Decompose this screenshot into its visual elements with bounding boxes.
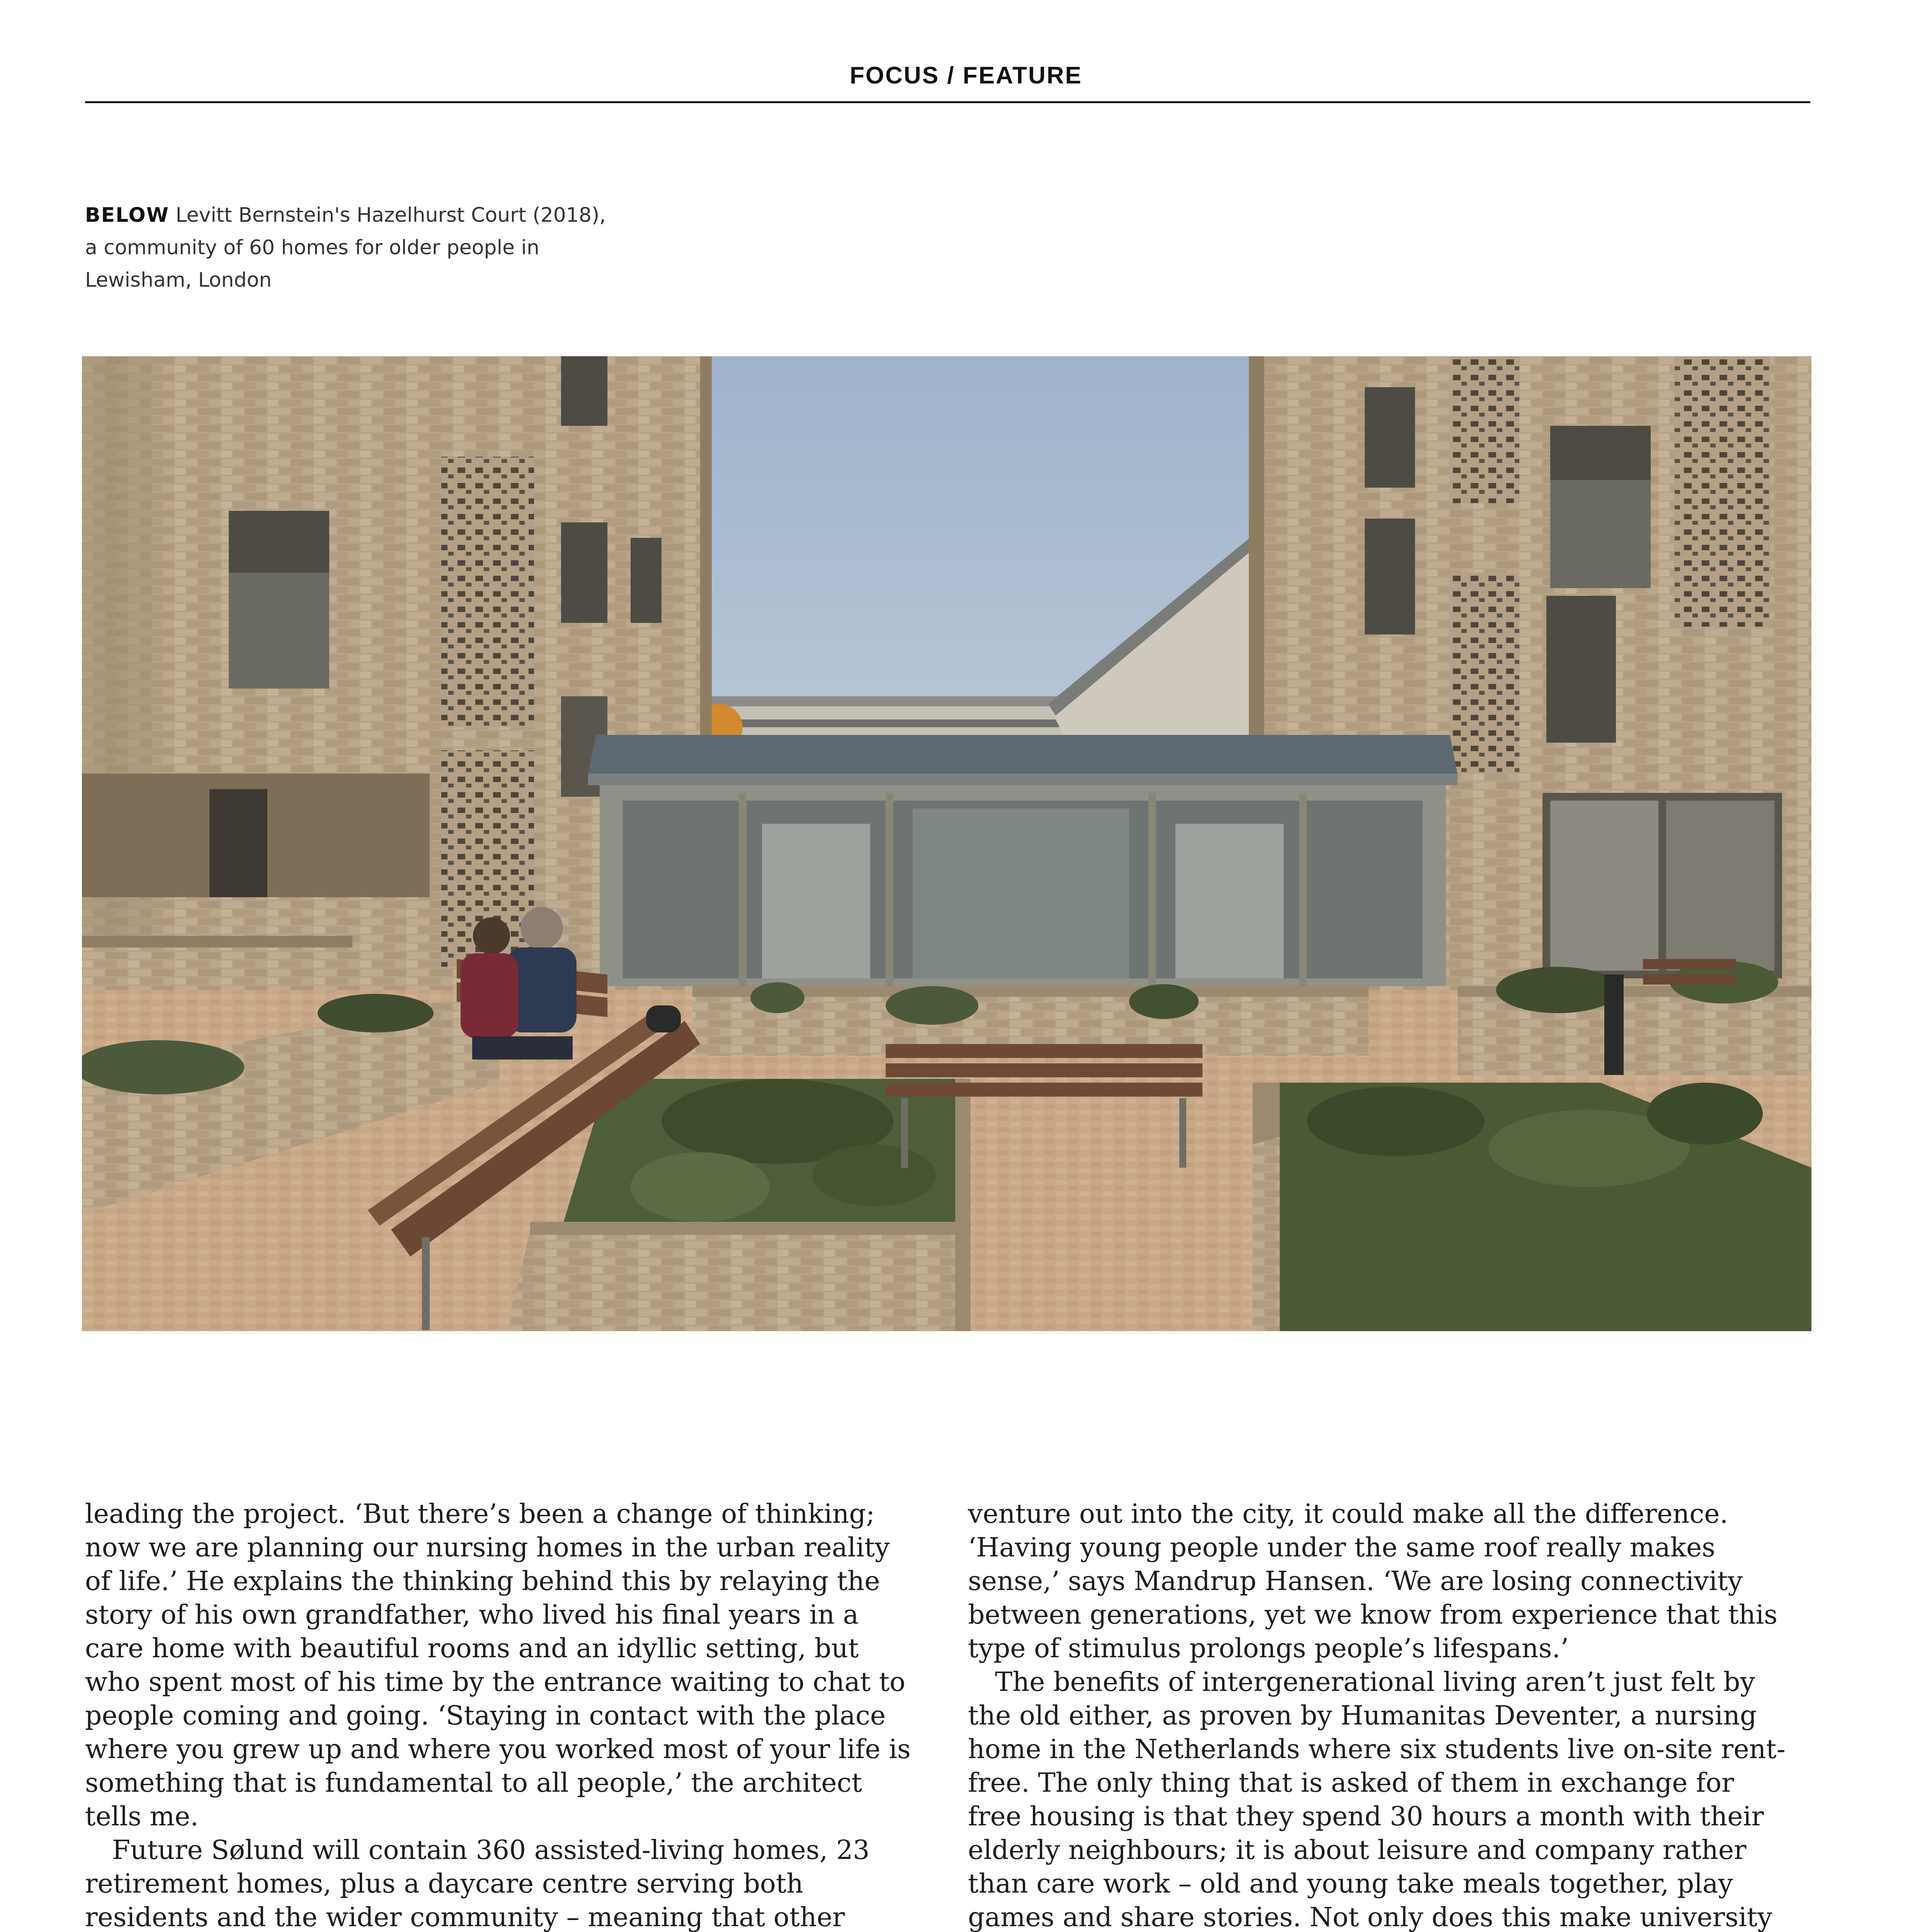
courtyard-photo bbox=[82, 356, 1811, 1331]
courtyard-illustration bbox=[82, 356, 1811, 1331]
paragraph: venture out into the city, it could make all the difference. ‘Having young people under the same roof really makes sense,’ says Mandrup Hansen. ‘We are losing connectivity between generations, yet we know from experience that this type of stimulus prolongs people’s lifespans.’ bbox=[968, 1499, 1778, 1664]
paragraph: Future Sølund will contain 360 assisted-living homes, 23 retirement homes, plus a daycare centre serving both residents and the wider community – meaning that other bbox=[85, 1835, 870, 1932]
article-column-right bbox=[968, 1497, 1795, 1932]
paragraph: leading the project. ‘But there’s been a change of thinking; now we are planning our nursing homes in the urban reality of life.’ He explains the thinking behind this by relaying the story of his own grandfather, who lived his final years in a care home with beautiful rooms and an idyllic setting, but who spent most of his time by the entrance waiting to chat to people coming and going. ‘Staying in contact with the place where you grew up and where you worked most of your life is something that is fundamental to all people,’ the architect tells me. bbox=[85, 1499, 911, 1832]
header-rule bbox=[85, 101, 1810, 103]
paragraph: The benefits of intergenerational living aren’t just felt by the old either, as proven by Humanitas Deventer, a nursing home in the Netherlands where six students live on-site rent-free. The only thing that is asked of them in exchange for free housing is that they spend 30 hours a month with their elderly neighbours; it is about leisure and company rather than care work – old and young take meals together, play games and share stories. Not only does this make university bbox=[968, 1667, 1786, 1932]
photo-caption bbox=[85, 199, 607, 296]
caption-text: Levitt Bernstein's Hazelhurst Court (2018), a community of 60 homes for older people in Lewisham, London bbox=[85, 204, 606, 292]
caption-label: BELOW bbox=[85, 204, 169, 227]
section-label: FOCUS / FEATURE bbox=[850, 62, 1082, 89]
article-column-left bbox=[85, 1497, 912, 1932]
